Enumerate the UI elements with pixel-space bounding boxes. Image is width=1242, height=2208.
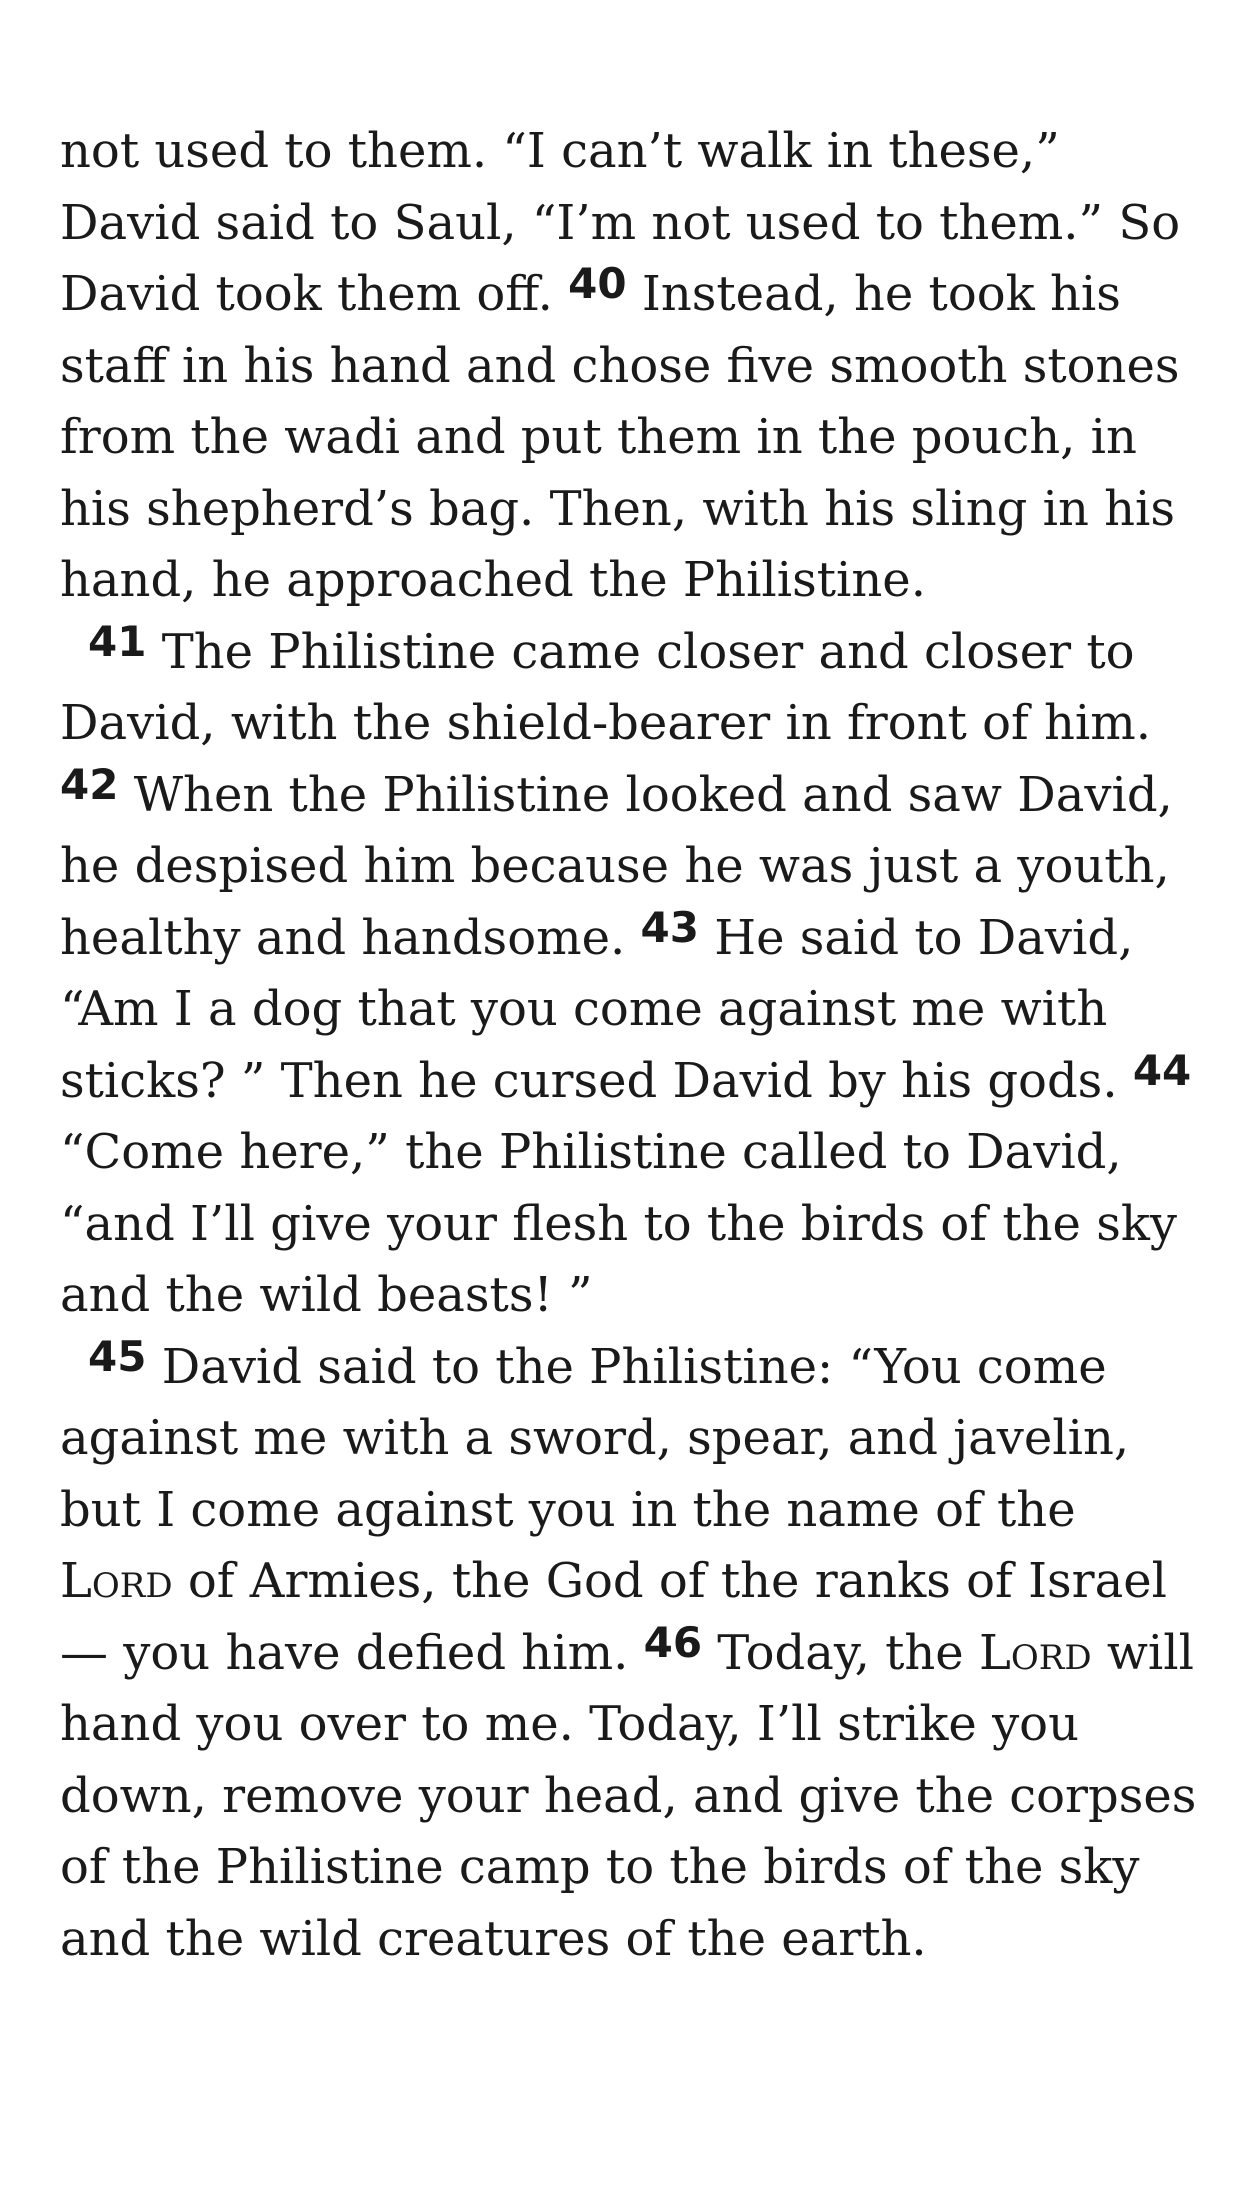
verse-number-41: 41: [88, 616, 147, 666]
verse-text: When the Philistine looked and saw David, he despised him because he was just a youth, healthy and handsome.: [60, 766, 1173, 966]
verse-number-42: 42: [60, 759, 119, 809]
verse-number-43: 43: [640, 902, 699, 952]
verse-number-40: 40: [568, 259, 627, 308]
verse-text: Instead, he took his staff in his hand and chose five smooth stones from the wadi and put them in the pouch, in his shepherd’s bag. Then, with his sling in his hand, he approached the Philistine.: [60, 266, 1180, 608]
verse-text: of Armies, the God of the ranks of Israel — you have defied him.: [60, 1553, 1167, 1681]
paragraph-verse-39-40: [60, 116, 1200, 617]
verse-text: “Come here,” the Philistine called to David, “and I’ll give your flesh to the birds of the sky and the wild beasts! ”: [60, 1124, 1178, 1323]
verse-text: David said to the Philistine: “You come against me with a sword, spear, and javelin, but I come against you in the name of the: [60, 1338, 1130, 1538]
verse-number-44: 44: [1132, 1045, 1192, 1095]
verse-text: Today, the: [702, 1624, 979, 1681]
scripture-text: [60, 116, 1200, 1975]
divine-name: Lord: [60, 1553, 173, 1609]
verse-text: He said to David, “Am I a dog that you come against me with sticks? ” Then he cursed David by his gods.: [60, 909, 1134, 1109]
verse-text: The Philistine came closer and closer to David, with the shield-bearer in front of him.: [60, 623, 1152, 751]
verse-number-45: 45: [88, 1331, 147, 1381]
verse-text: will hand you over to me. Today, I’ll strike you down, remove your head, and give the corpses of the Philistine camp to the birds of the sky and the wild creatures of the earth.: [60, 1624, 1197, 1967]
verse-text: not used to them. “I can’t walk in these,” David said to Saul, “I’m not used to them.” So David took them off.: [60, 123, 1181, 322]
verse-number-46: 46: [643, 1617, 703, 1667]
divine-name: Lord: [978, 1624, 1092, 1681]
paragraph-verse-41-44: [60, 617, 1200, 1332]
paragraph-verse-45-46: [60, 1332, 1200, 1976]
